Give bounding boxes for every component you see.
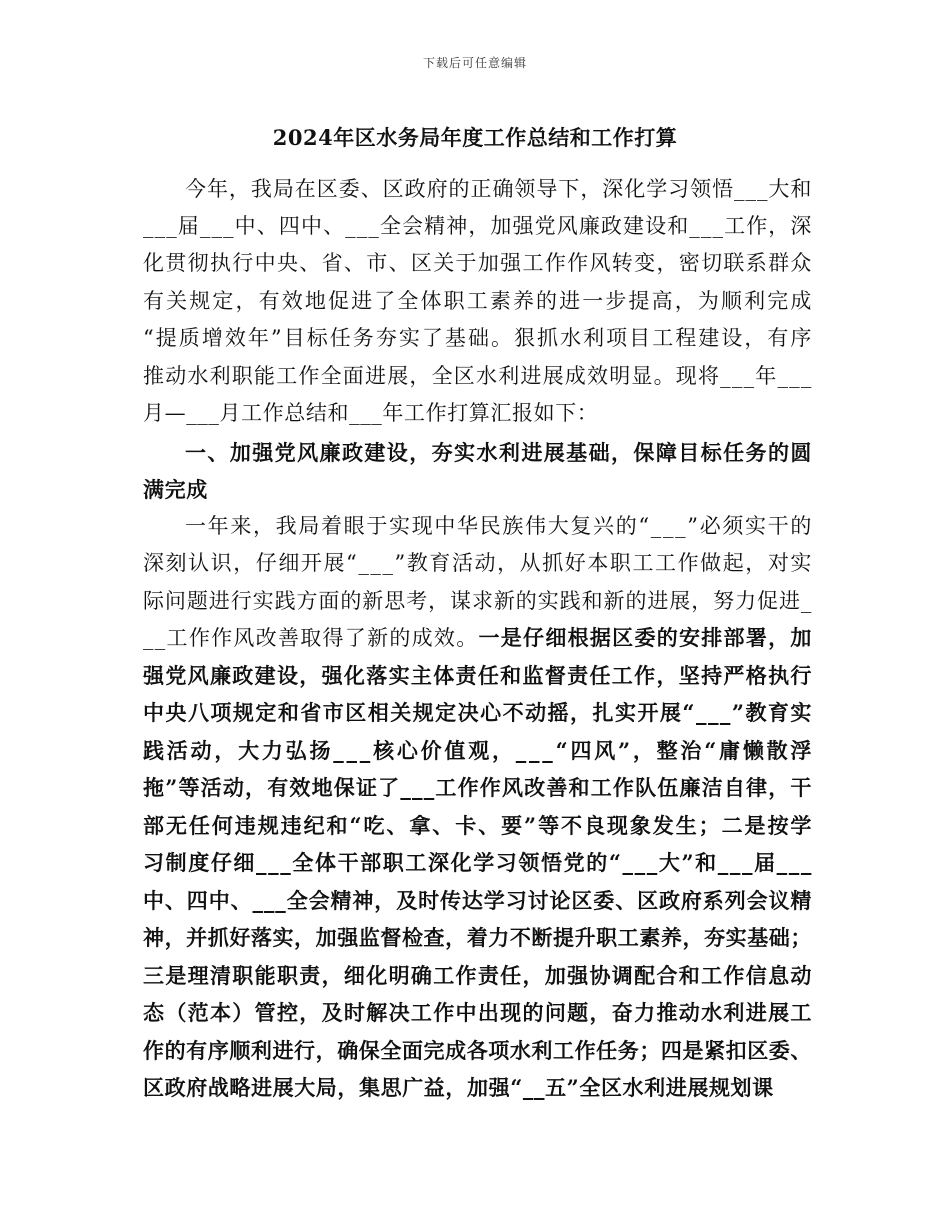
- text-run: “提质增效年”目标任务夯实了基础。狠抓水利项目工程建设，有序: [143, 326, 814, 350]
- text-line: [143, 660, 813, 690]
- text-run: 月—___月工作总结和___年工作打算汇报如下：: [143, 401, 599, 425]
- text-line: [143, 772, 813, 802]
- text-run: __工作作风改善取得了新的成效。: [143, 626, 479, 650]
- document-title: 2024年区水务局年度工作总结和工作打算: [272, 125, 678, 150]
- text-run: ___届___中、四中、___全会精神，加强党风廉政建设和___工作，深: [143, 214, 813, 238]
- text-run: 化贯彻执行中央、省、市、区关于加强工作作风转变，密切联系群众: [143, 251, 813, 275]
- text-line: [185, 173, 812, 203]
- text-line: [143, 810, 813, 840]
- text-run: 深刻认识，仔细开展“___”教育活动，从抓好本职工工作做起，对实: [143, 551, 813, 575]
- bold-text-run: 区政府战略进展大局，集思广益，加强“__五”全区水利进展规划课: [143, 1075, 774, 1100]
- text-line: [143, 585, 812, 615]
- bold-text-run: 中央八项规定和省市区相关规定决心不动摇，扎实开展“___”教育实: [143, 700, 813, 725]
- bold-text-run: 中、四中、___全会精神，及时传达学习讨论区委、区政府系列会议精: [143, 888, 813, 913]
- text-line: [143, 960, 813, 990]
- text-line: [143, 847, 813, 877]
- text-line: [143, 474, 208, 504]
- bold-text-run: 作的有序顺利进行，确保全面完成各项水利工作任务；四是紧扣区委、: [143, 1038, 812, 1063]
- text-run: 际问题进行实践方面的新思考，谋求新的实践和新的进展，努力促进_: [143, 589, 813, 613]
- bold-text-run: 部无任何违规违纪和“吃、拿、卡、要”等不良现象发生；二是按学: [143, 813, 814, 838]
- text-line: [143, 622, 813, 652]
- bold-text-run: 满完成: [143, 477, 208, 502]
- text-line: [143, 397, 598, 427]
- text-line: [185, 510, 813, 540]
- text-line: [143, 697, 813, 727]
- bold-text-run: 强党风廉政建设，强化落实主体责任和监督责任工作，坚持严格执行: [143, 663, 813, 688]
- text-line: [143, 285, 814, 315]
- bold-text-run: 拖”等活动，有效地保证了___工作作风改善和工作队伍廉洁自律，干: [143, 775, 813, 800]
- text-line: [143, 247, 813, 277]
- text-run: 推动水利职能工作全面进展，全区水利进展成效明显。现将___年___: [143, 364, 813, 388]
- page-header-note: 下载后可任意编辑: [422, 56, 527, 70]
- bold-text-run: 一、加强党风廉政建设，夯实水利进展基础，保障目标任务的圆: [185, 440, 813, 465]
- text-line: [143, 360, 813, 390]
- text-run: 有关规定，有效地促进了全体职工素养的进一步提高，为顺利完成: [143, 289, 814, 313]
- text-line: [143, 1035, 812, 1065]
- bold-text-run: 三是理清职能职责，细化明确工作责任，加强协调配合和工作信息动: [143, 963, 813, 988]
- bold-text-run: 神，并抓好落实，加强监督检查，着力不断提升职工素养，夯实基础；: [143, 925, 812, 950]
- text-line: [143, 922, 812, 952]
- text-line: [143, 735, 814, 765]
- text-line: [143, 210, 813, 240]
- text-line: [143, 1072, 774, 1102]
- text-run: 今年，我局在区委、区政府的正确领导下，深化学习领悟___大和: [185, 177, 813, 201]
- bold-text-run: 习制度仔细___全体干部职工深化学习领悟党的“___大”和___届___: [143, 850, 813, 875]
- text-run: 一年来，我局着眼于实现中华民族伟大复兴的“___”必须实干的: [185, 514, 814, 538]
- bold-text-run: 一是仔细根据区委的安排部署，加: [478, 625, 813, 650]
- text-line: [143, 322, 813, 352]
- bold-text-run: 态（范本）管控，及时解决工作中出现的问题，奋力推动水利进展工: [143, 1000, 813, 1025]
- text-line: [143, 997, 813, 1027]
- text-line: [143, 885, 812, 915]
- text-line: [185, 437, 813, 467]
- bold-text-run: 践活动，大力弘扬___核心价值观，___“四风”，整治“庸懒散浮: [143, 738, 815, 763]
- text-line: [143, 547, 813, 577]
